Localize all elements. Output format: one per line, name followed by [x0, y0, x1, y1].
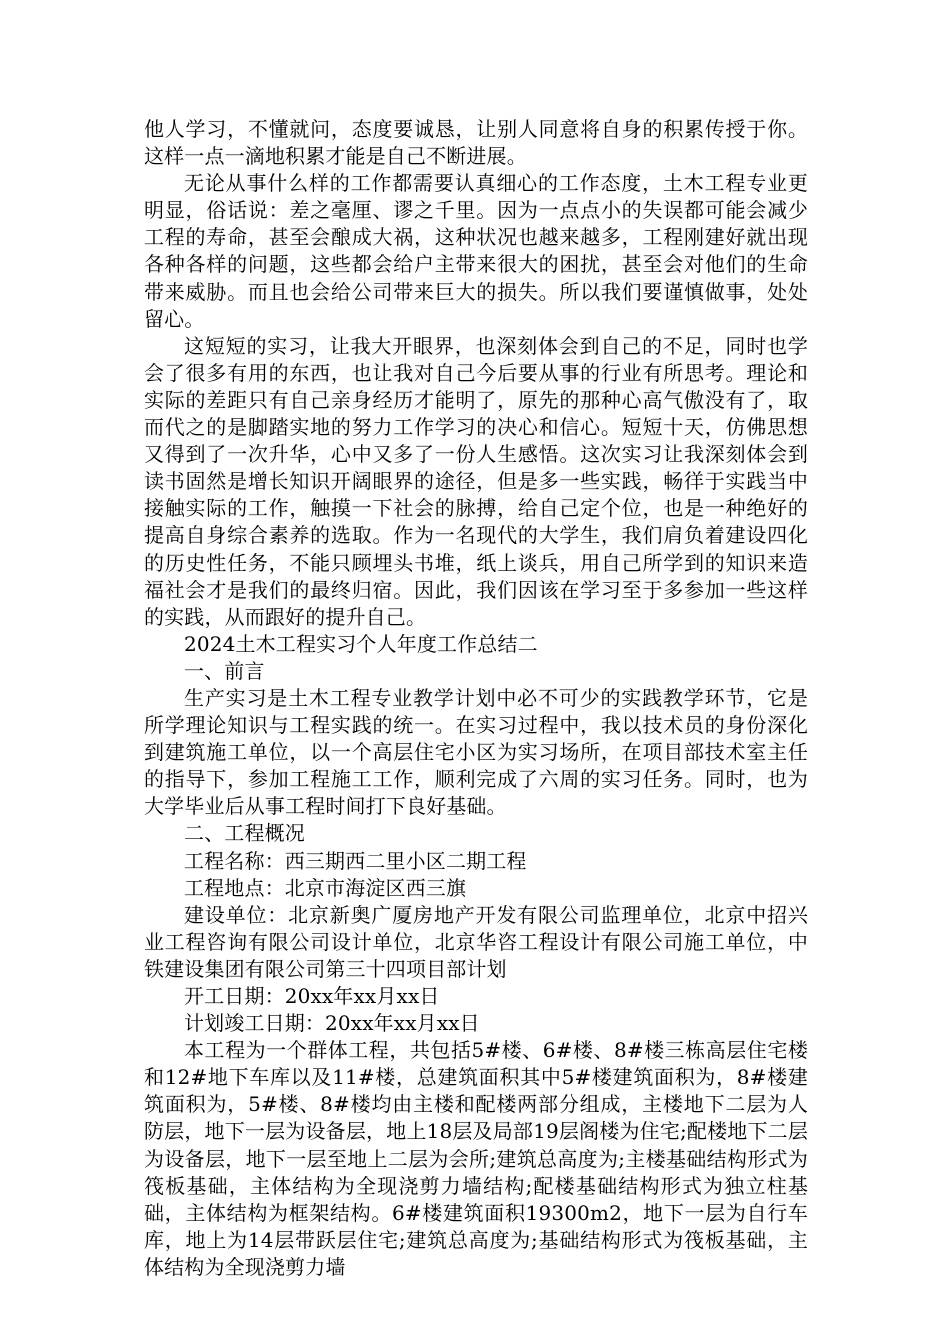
heading-overview: 二、工程概况 [184, 821, 305, 846]
start-date-line: 开工日期：20xx年xx月xx日 [184, 984, 440, 1008]
project-name-line: 工程名称：西三期西二里小区二期工程 [184, 848, 527, 873]
completion-date-line: 计划竣工日期：20xx年xx月xx日 [184, 1011, 480, 1036]
heading-preface: 一、前言 [184, 658, 265, 683]
document-page [144, 116, 808, 1281]
section-title: 2024土木工程实习个人年度工作总结二 [184, 631, 538, 656]
project-location-line: 工程地点：北京市海淀区西三旗 [184, 875, 467, 900]
paragraph-continuation: 他人学习，不懂就问，态度要诚恳，让别人同意将自身的积累传授于你。这样一点一滴地积累才能是自己不断进展。 [144, 117, 808, 169]
paragraph-project-description: 本工程为一个群体工程，共包括5#楼、6#楼、8#楼三栋高层住宅楼和12#地下车库以及11#楼，总建筑面积其中5#楼建筑面积为，8#楼建筑面积为，5#楼、8#楼均由主楼和配楼两部分组成，主楼地下二层为人防层，地下一层为设备层，地上18层及局部19层阁楼为住宅;配楼地下二层为设备层，地下一层至地上二层为会所;建筑总高度为;主楼基础结构形式为筏板基础，主体结构为全现浇剪力墙结构;配楼基础结构形式为独立柱基础，主体结构为框架结构。6#楼建筑面积19300m2，地下一层为自行车库，地上为14层带跃层住宅;建筑总高度为;基础结构形式为筏板基础，主体结构为全现浇剪力墙 [144, 1038, 808, 1279]
paragraph-attitude: 无论从事什么样的工作都需要认真细心的工作态度，土木工程专业更明显，俗话说：差之毫厘、谬之千里。因为一点点小的失误都可能会减少工程的寿命，甚至会酿成大祸，这种状况也越来越多，工程刚建好就出现各种各样的问题，这些都会给户主带来很大的困扰，甚至会对他们的生命带来威胁。而且也会给公司带来巨大的损失。所以我们要谨慎做事，处处留心。 [144, 171, 808, 331]
paragraph-reflection: 这短短的实习，让我大开眼界，也深刻体会到自己的不足，同时也学会了很多有用的东西，也让我对自己今后要从事的行业有所思考。理论和实际的差距只有自己亲身经历才能明了，原先的那种心高气傲没有了，取而代之的是脚踏实地的努力工作学习的决心和信心。短短十天，仿佛思想又得到了一次升华，心中又多了一份人生感悟。这次实习让我深刻体会到读书固然是增长知识开阔眼界的途径，但是多一些实践，畅徉于实践当中接触实际的工作，触摸一下社会的脉搏，给自己定个位，也是一种绝好的提高自身综合素养的选取。作为一名现代的大学生，我们肩负着建设四化的历史性任务，不能只顾埋头书堆，纸上谈兵，用自己所学到的知识来造福社会才是我们的最终归宿。因此，我们因该在学习至于多参加一些这样的实践，从而跟好的提升自己。 [144, 333, 808, 629]
construction-units-paragraph: 建设单位：北京新奥广厦房地产开发有限公司监理单位，北京中招兴业工程咨询有限公司设计单位，北京华咨工程设计有限公司施工单位，中铁建设集团有限公司第三十四项目部计划 [144, 902, 808, 981]
paragraph-preface: 生产实习是土木工程专业教学计划中必不可少的实践教学环节，它是所学理论知识与工程实践的统一。在实习过程中，我以技术员的身份深化到建筑施工单位，以一个高层住宅小区为实习场所，在项目部技术室主任的指导下，参加工程施工工作，顺利完成了六周的实习任务。同时，也为大学毕业后从事工程时间打下良好基础。 [144, 685, 808, 819]
